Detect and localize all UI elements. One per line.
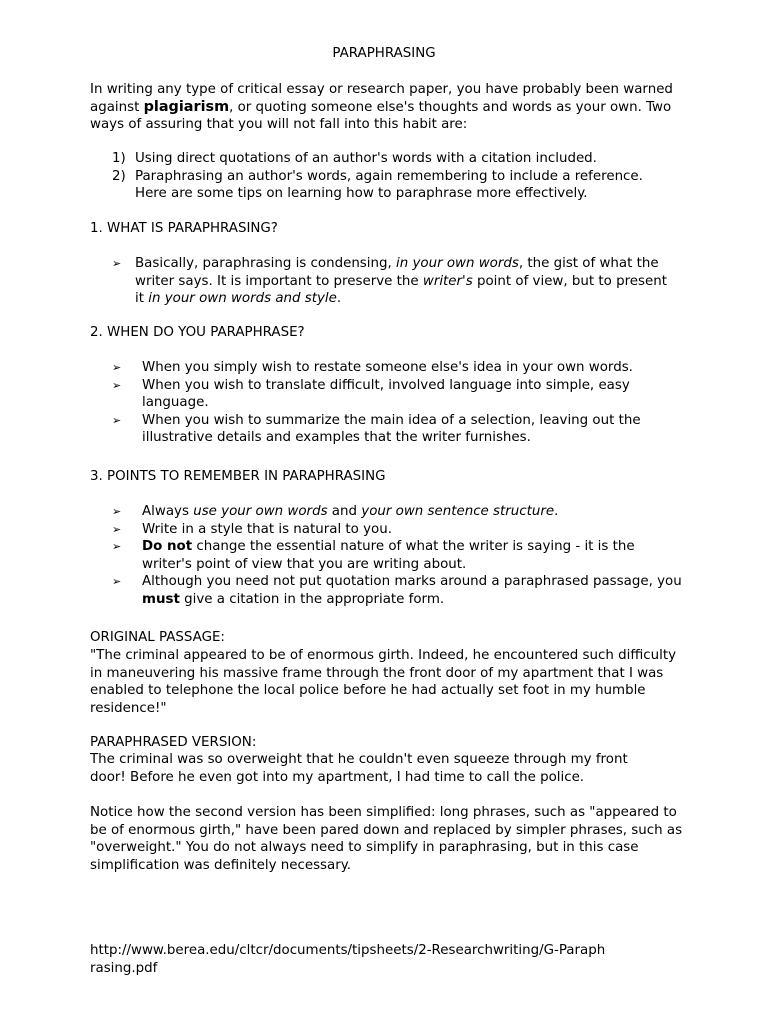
section-heading-2: 2. WHEN DO YOU PARAPHRASE? [90,325,305,340]
paraphrased-version-text: The criminal was so overweight that he couldn't even squeeze through my front door! Before he even got into my apartment, I had time to call the police. [90,752,628,785]
arrow-bullet-icon: ➢ [112,257,122,270]
section-heading-3: 3. POINTS TO REMEMBER IN PARAPHRASING [90,469,386,484]
list-marker: 2) [112,168,126,184]
arrow-bullet-icon: ➢ [112,361,122,374]
text-run: Although you need not put quotation marks around a paraphrased passage, you [142,574,682,590]
arrow-bullet-icon: ➢ [112,575,122,589]
notice-paragraph: Notice how the second version has been simplified: long phrases, such as "appeared to be of enormous girth," have been pared down and replaced by simpler phrases, such as "overweight." You do not always need to simplify in paraphrasing, but in this case simplification was definitely necessary. [90,805,683,873]
text-run: . [336,291,342,307]
italic-run: writer's [422,273,473,289]
section1-list [90,255,690,308]
paraphrased-version-label: PARAPHRASED VERSION: [90,735,257,750]
list-item [90,359,690,377]
arrow-bullet-icon: ➢ [112,505,122,518]
page-title: PARAPHRASING [332,46,436,61]
arrow-bullet-icon: ➢ [112,378,122,392]
list-item-text: Paraphrasing an author's words, again remembering to include a reference. Here are some tips on learning how to paraphrase more effectively. [135,168,643,202]
list-marker: 1) [112,151,126,166]
italic-run: use your own words [193,504,328,519]
list-item [90,412,682,447]
arrow-bullet-icon: ➢ [112,540,122,554]
text-run: Basically, paraphrasing is condensing, [135,256,397,271]
text-run: . [554,504,559,519]
original-passage-label: ORIGINAL PASSAGE: [90,630,225,645]
text-run: change the essential nature of what the writer is saying - it is the writer's point of view that you are writing about. [142,539,635,572]
bold-run: Do not [142,539,193,555]
list-item [90,255,680,308]
list-item [90,150,690,168]
list-item [90,521,690,539]
original-passage-text: "The criminal appeared to be of enormous girth. Indeed, he encountered such difficulty in maneuvering his massive frame through the front door of my apartment that I was enabled to telephone the local police before he had actually set foot in my humble residence!" [90,648,677,716]
intro-bold-term: plagiarism [143,98,230,115]
italic-run: your own sentence structure [361,504,555,519]
section2-list [90,359,690,447]
section3-list [90,503,690,609]
section-heading-1: 1. WHAT IS PARAPHRASING? [90,221,278,236]
source-url: http://www.berea.edu/cltcr/documents/tipsheets/2-Researchwriting/G-Paraphrasing.pdf [90,943,606,976]
arrow-bullet-icon: ➢ [112,522,122,536]
text-run: and [327,504,362,519]
italic-run: in your own words and style [148,291,337,307]
list-item [90,538,662,573]
list-item-text: When you wish to summarize the main idea of a selection, leaving out the illustrative details and examples that the writer furnishes. [142,412,641,446]
intro-paragraph [90,81,690,134]
list-item [90,377,662,412]
bold-run: must [142,591,180,607]
list-item [90,573,687,608]
intro-text-end: , or quoting someone else's thoughts and words as your own. Two ways of assuring that you will not fall into this habit are: [90,99,672,133]
list-item-text: Write in a style that is natural to you. [142,521,392,537]
text-run: Always [142,504,194,519]
ways-list [90,150,690,203]
italic-run: in your own words [396,256,519,271]
arrow-bullet-icon: ➢ [112,413,122,427]
text-run: point of view, but to present it [135,273,667,307]
list-item [90,168,675,203]
list-item-text: When you wish to translate difficult, involved language into simple, easy language. [142,377,630,411]
list-item-text: Using direct quotations of an author's words with a citation included. [135,151,597,166]
text-run: , the gist of what the writer says. It is important to preserve the [135,256,659,289]
text-run: give a citation in the appropriate form. [179,591,445,607]
intro-text: In writing any type of critical essay or research paper, you have probably been warned against [90,82,673,115]
list-item-text: When you simply wish to restate someone else's idea in your own words. [142,360,633,375]
list-item [90,503,690,521]
